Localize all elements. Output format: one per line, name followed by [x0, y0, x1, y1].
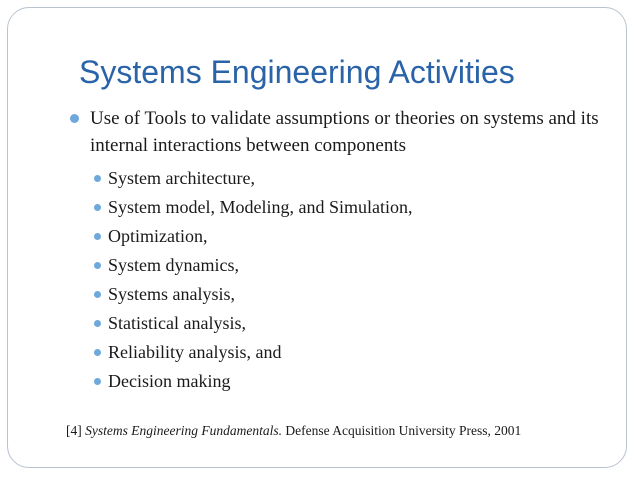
bullet-dot-icon [94, 349, 101, 356]
bullet-dot-icon [70, 114, 79, 123]
main-bullet [60, 105, 600, 159]
list-item [60, 193, 600, 222]
list-item-text: System dynamics, [108, 255, 239, 275]
list-item [60, 164, 600, 193]
reference-title: Systems Engineering Fundamentals. [85, 423, 282, 438]
main-bullet-text: Use of Tools to validate assumptions or theories on systems and its internal interactions between components [90, 108, 599, 156]
list-item [60, 367, 600, 396]
list-item-text: Optimization, [108, 226, 208, 246]
bullet-dot-icon [94, 378, 101, 385]
slide-content [60, 105, 600, 396]
bullet-dot-icon [94, 262, 101, 269]
slide-title: Systems Engineering Activities [79, 54, 515, 90]
bullet-dot-icon [94, 233, 101, 240]
bullet-dot-icon [94, 175, 101, 182]
list-item-text: Systems analysis, [108, 284, 236, 304]
reference-number: [4] [66, 423, 82, 438]
list-item-text: System model, Modeling, and Simulation, [108, 197, 413, 217]
reference-citation [66, 422, 521, 440]
sub-bullet-list [60, 164, 600, 396]
bullet-dot-icon [94, 291, 101, 298]
list-item-text: Reliability analysis, and [108, 342, 282, 362]
list-item [60, 338, 600, 367]
list-item [60, 222, 600, 251]
list-item [60, 251, 600, 280]
list-item-text: Decision making [108, 371, 231, 391]
list-item-text: Statistical analysis, [108, 313, 246, 333]
list-item [60, 309, 600, 338]
reference-publisher: Defense Acquisition University Press, 2001 [285, 423, 522, 438]
list-item [60, 280, 600, 309]
bullet-dot-icon [94, 320, 101, 327]
bullet-dot-icon [94, 204, 101, 211]
list-item-text: System architecture, [108, 168, 255, 188]
